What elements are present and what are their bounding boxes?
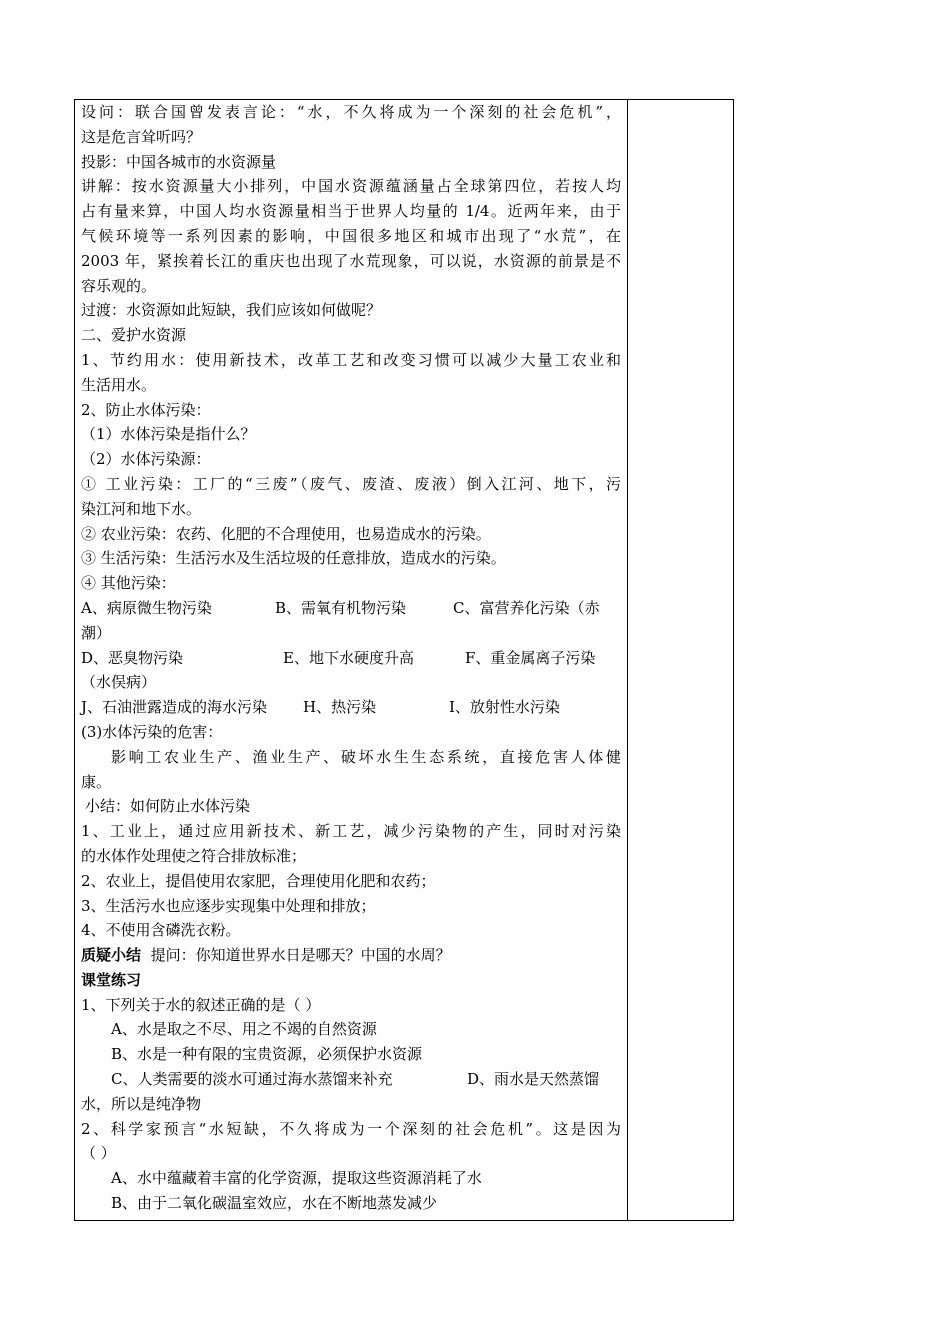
text-line: 1、工业上，通过应用新技术、新工艺，减少污染物的产生，同时对污染 — [81, 822, 621, 841]
lesson-table — [74, 99, 734, 1221]
text-line: 生活用水。 — [81, 375, 157, 394]
text-line: 讲解：按水资源量大小排列，中国水资源蕴涵量占全球第四位，若按人均 — [81, 177, 621, 196]
question-1-option-d: D、雨水是天然蒸馏 — [467, 1070, 600, 1089]
column-divider — [627, 100, 628, 1220]
text-line: 染江河和地下水。 — [81, 499, 202, 518]
qa-summary-heading: 质疑小结 — [81, 946, 142, 965]
text-line: 气候环境等一系列因素的影响，中国很多地区和城市出现了“水荒”，在 — [81, 226, 621, 245]
options-row — [81, 695, 621, 720]
question-1-option-c: C、人类需要的淡水可通过海水蒸馏来补充 — [111, 1070, 393, 1089]
text-line: 2、农业上，提倡使用农家肥，合理使用化肥和农药； — [81, 871, 436, 890]
option-a: A、病原微生物污染 — [81, 598, 212, 617]
text-line: 这是危言耸听吗？ — [81, 127, 202, 146]
text-line: 1、节约用水：使用新技术，改革工艺和改变习惯可以减少大量工农业和 — [81, 350, 621, 369]
text-line: 占有量来算，中国人均水资源量相当于世界人均量的 1/4。近两年来，由于 — [81, 202, 621, 221]
text-line: 4、不使用含磷洗衣粉。 — [81, 921, 241, 940]
text-line: （2）水体污染源： — [81, 450, 211, 469]
text-line: ① 工业污染：工厂的“三废”（废气、废渣、废液）倒入江河、地下，污 — [81, 474, 621, 493]
text-line: 的水体作处理使之符合排放标准； — [81, 846, 307, 865]
text-line: 3、生活污水也应逐步实现集中处理和排放； — [81, 896, 376, 915]
qa-summary-line — [81, 943, 621, 968]
text-line: 过渡：水资源如此短缺，我们应该如何做呢？ — [81, 301, 382, 320]
question-1-option-b: B、水是一种有限的宝贵资源，必须保护水资源 — [111, 1045, 423, 1064]
text-line: （ ） — [81, 1144, 116, 1163]
text-line: 水，所以是纯净物 — [81, 1094, 202, 1113]
options-row — [81, 596, 621, 621]
text-line: 2003 年，紧挨着长江的重庆也出现了水荒现象，可以说，水资源的前景是不 — [81, 251, 621, 270]
exercise-heading: 课堂练习 — [81, 970, 142, 989]
option-b: B、需氧有机物污染 — [275, 598, 407, 617]
options-row — [81, 1067, 621, 1092]
option-e: E、地下水硬度升高 — [283, 648, 414, 667]
question-2-option-a: A、水中蕴藏着丰富的化学资源，提取这些资源消耗了水 — [111, 1169, 482, 1188]
qa-question: 提问：你知道世界水日是哪天？中国的水周？ — [150, 946, 451, 965]
text-line: 康。 — [81, 772, 112, 791]
text-line: ④ 其他污染： — [81, 574, 176, 593]
text-line: 潮） — [81, 623, 112, 642]
option-c: C、富营养化污染（赤 — [453, 598, 600, 617]
lesson-content-cell — [81, 100, 621, 1216]
section-heading: 二、爱护水资源 — [81, 326, 187, 345]
option-j: J、石油泄露造成的海水污染 — [81, 698, 268, 717]
text-line: ③ 生活污染：生活污水及生活垃圾的任意排放，造成水的污染。 — [81, 549, 506, 568]
text-line: 设问：联合国曾发表言论：“水，不久将成为一个深刻的社会危机”， — [81, 103, 621, 121]
text-line: 投影：中国各城市的水资源量 — [81, 152, 277, 171]
question-2-option-b: B、由于二氧化碳温室效应，水在不断地蒸发减少 — [111, 1194, 438, 1213]
option-h: H、热污染 — [303, 698, 377, 717]
option-d: D、恶臭物污染 — [81, 648, 184, 667]
option-f: F、重金属离子污染 — [465, 648, 596, 667]
text-line: （水俣病） — [81, 673, 157, 692]
question-1: 1、下列关于水的叙述正确的是（ ） — [81, 995, 321, 1014]
text-line: （1）水体污染是指什么？ — [81, 425, 256, 444]
option-i: I、放射性水污染 — [449, 698, 560, 717]
text-line: 2、防止水体污染： — [81, 400, 211, 419]
text-line: (3)水体污染的危害： — [81, 722, 223, 741]
text-line: 容乐观的。 — [81, 276, 157, 295]
options-row — [81, 646, 621, 671]
text-line: 小结：如何防止水体污染 — [85, 797, 251, 816]
question-2: 2、科学家预言“水短缺，不久将成为一个深刻的社会危机”。这是因为 — [81, 1119, 621, 1138]
text-line: 影响工农业生产、渔业生产、破坏水生生态系统，直接危害人体健 — [111, 747, 621, 766]
text-line: ② 农业污染：农药、化肥的不合理使用，也易造成水的污染。 — [81, 524, 491, 543]
question-1-option-a: A、水是取之不尽、用之不竭的自然资源 — [111, 1020, 377, 1039]
